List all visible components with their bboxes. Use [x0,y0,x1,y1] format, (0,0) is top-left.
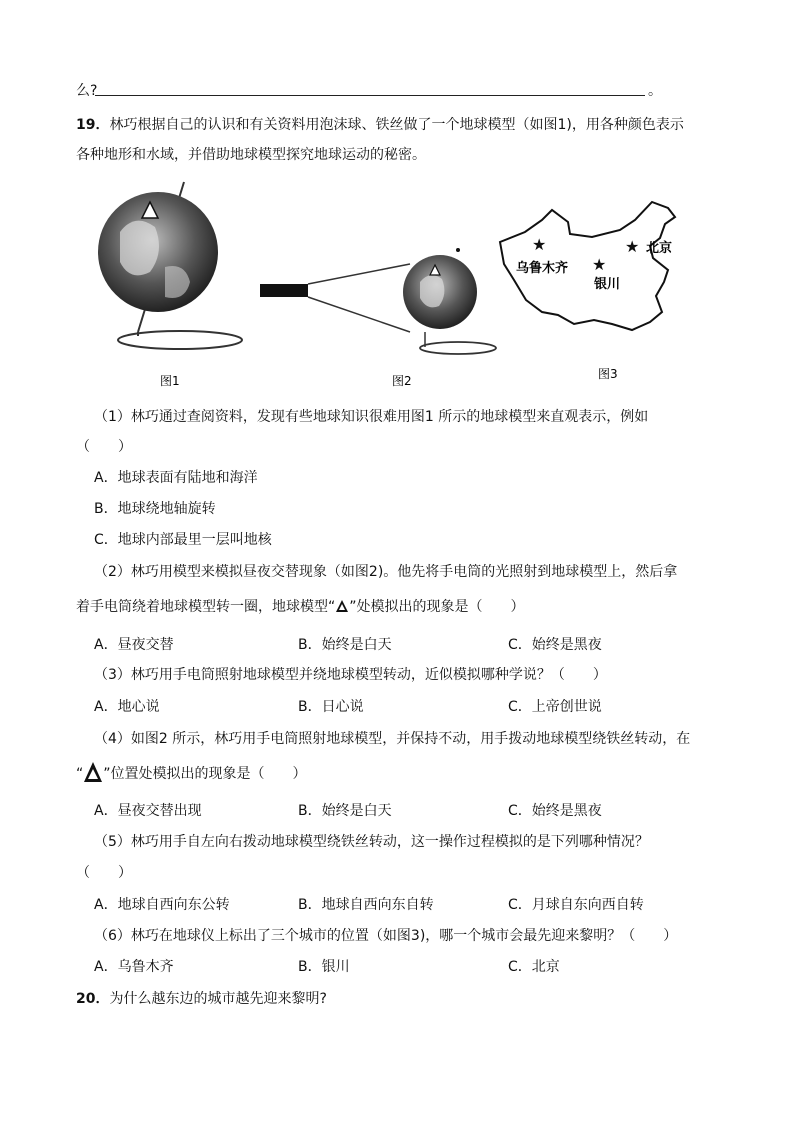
q20-line [76,988,327,1008]
fig2-globe [403,248,496,354]
sub1-option-a[interactable]: A．地球表面有陆地和海洋 [94,470,258,486]
fig3-label: 图3 [598,367,618,381]
sub6-option-c[interactable]: C．北京 [508,959,560,975]
map-label-beijing: 北京 [646,241,673,256]
figures-illustration [80,172,720,390]
sub1-line1: （1）林巧通过查阅资料，发现有些地球知识很难用图1 所示的地球模型来直观表示，例如 [94,409,649,425]
sub5-option-c[interactable]: C．月球自东向西自转 [508,897,644,913]
fig2-label: 图2 [392,374,412,388]
fig1-label: 图1 [160,374,180,388]
q19-line1 [76,114,684,134]
sub3-option-b[interactable]: B．日心说 [298,699,364,715]
sub2-option-a[interactable]: A．昼夜交替 [94,637,174,653]
sub2-option-b[interactable]: B．始终是白天 [298,637,392,653]
sub2-line2 [76,596,525,616]
sub3-option-a[interactable]: A．地心说 [94,699,160,715]
sub6-option-a[interactable]: A．乌鲁木齐 [94,959,174,975]
q19-text-line1: 林巧根据自己的认识和有关资料用泡沫球、铁丝做了一个地球模型（如图1)，用各种颜色表示 [109,117,684,133]
triangle-marker-icon [84,762,102,782]
svg-text:★: ★ [532,235,547,254]
q19-number: 19． [76,117,110,133]
sub5-line2: （ ） [76,865,132,881]
sub6-line1: （6）林巧在地球仪上标出了三个城市的位置（如图3)，哪一个城市会最先迎来黎明？（ ） [94,928,678,944]
triangle-marker-icon [336,600,348,612]
answer-line-suffix: 。 [648,83,662,99]
sub5-line1: （5）林巧用手自左向右拨动地球模型绕铁丝转动，这一操作过程模拟的是下列哪种情况？ [94,834,649,850]
sub2-line1: （2）林巧用模型来模拟昼夜交替现象（如图2)。他先将手电筒的光照射到地球模型上，然后拿 [94,564,678,580]
sub1-line2: （ ） [76,439,132,455]
sub3-option-c[interactable]: C．上帝创世说 [508,699,602,715]
q20-text: 为什么越东边的城市越先迎来黎明? [109,991,327,1007]
sub5-option-b[interactable]: B．地球自西向东自转 [298,897,434,913]
sub6-option-b[interactable]: B．银川 [298,959,350,975]
sub4-option-a[interactable]: A．昼夜交替出现 [94,803,202,819]
sub4-line2 [76,762,307,783]
flashlight [260,264,410,332]
map-label-yinchuan: 银川 [594,277,621,292]
q20-number: 20． [76,991,110,1007]
svg-text:★: ★ [625,237,640,256]
sub2-line2-a: 着手电筒绕着地球模型转一圈，地球模型“ [76,599,336,615]
sub5-option-a[interactable]: A．地球自西向东公转 [94,897,230,913]
fig3-china-map [500,202,675,330]
sub4-line2-a: “ [76,766,84,782]
fig1-globe [98,182,242,349]
sub1-option-b[interactable]: B．地球绕地轴旋转 [94,501,216,517]
sub4-line2-b: ”位置处模拟出的现象是（ ） [103,766,307,782]
map-label-urumqi: 乌鲁木齐 [516,261,569,276]
sub1-option-c[interactable]: C．地球内部最里一层叫地核 [94,532,272,548]
answer-line-prefix: 么? [76,83,98,99]
sub2-option-c[interactable]: C．始终是黑夜 [508,637,602,653]
svg-text:★: ★ [592,255,607,274]
sub4-option-b[interactable]: B．始终是白天 [298,803,392,819]
q19-text-line2: 各种地形和水域，并借助地球模型探究地球运动的秘密。 [76,147,426,163]
answer-blank-line [95,95,645,96]
sub2-line2-b: ”处模拟出的现象是（ ） [349,599,525,615]
sub4-line1: （4）如图2 所示，林巧用手电筒照射地球模型，并保持不动，用手拨动地球模型绕铁丝转动，在 [94,731,691,747]
sub4-option-c[interactable]: C．始终是黑夜 [508,803,602,819]
sub3-line1: （3）林巧用手电筒照射地球模型并绕地球模型转动，近似模拟哪种学说？（ ） [94,667,607,683]
